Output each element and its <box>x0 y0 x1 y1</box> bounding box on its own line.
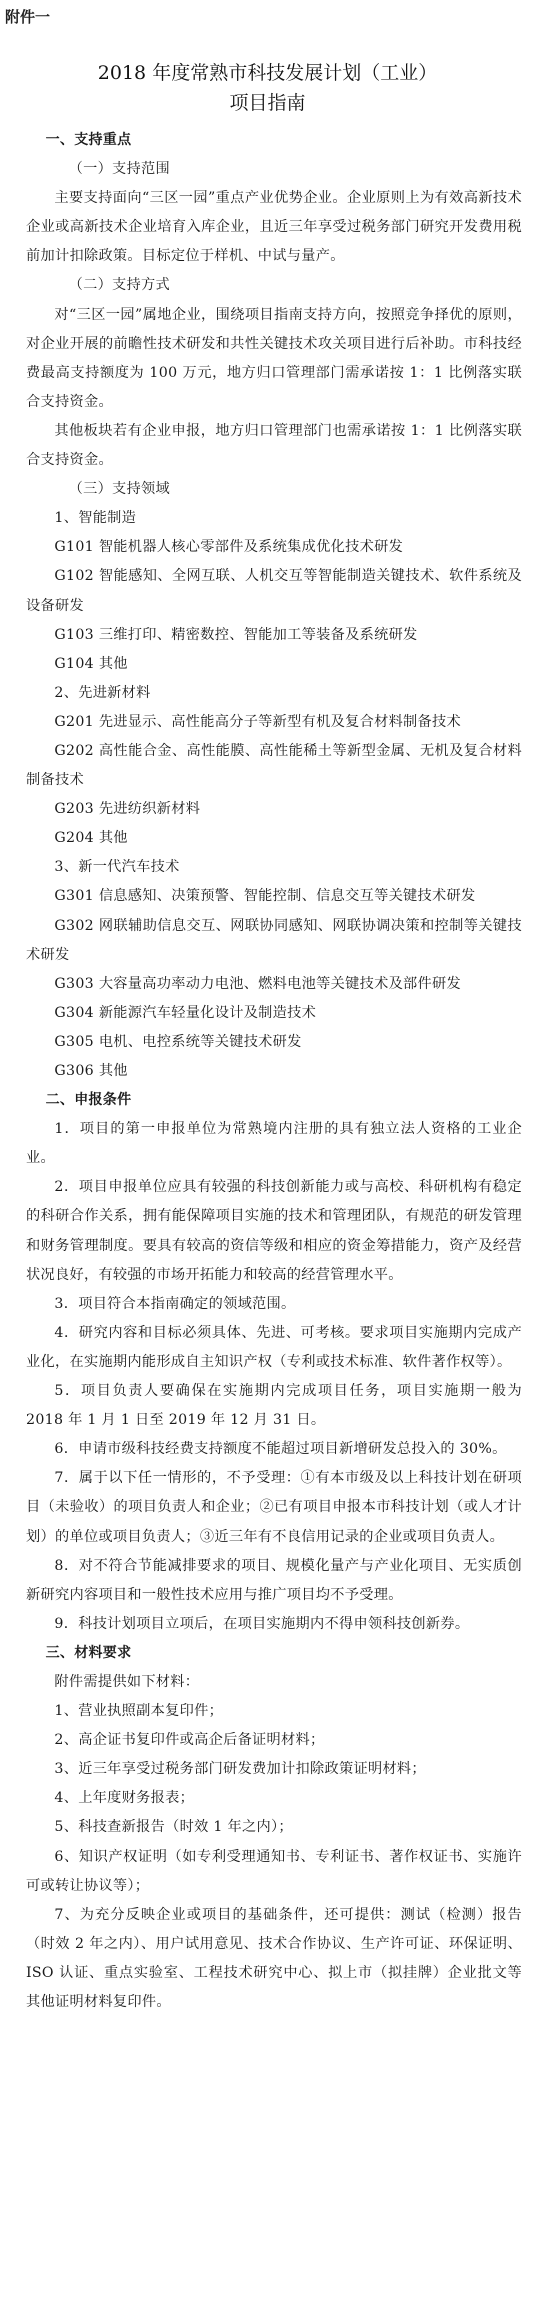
list-item-g104: G104 其他 <box>54 655 128 672</box>
subsection-heading-scope: （一）支持范围 <box>68 161 171 178</box>
condition-item-2: 2．项目申报单位应具有较强的科技创新能力或与高校、科研机构有稳定的科研合作关系，拥有能保障项目实施的技术和管理团队，有规范的研发管理和财务管理制度。要具有较高的资信等级和相应的资金筹措能力，资产及经营状况良好，有较强的市场开拓能力和较高的经营管理水平。 <box>26 1179 522 1283</box>
document-subtitle: 项目指南 <box>229 92 306 114</box>
list-item-g304: G304 新能源汽车轻量化设计及制造技术 <box>54 1004 317 1021</box>
list-item-g305: G305 电机、电控系统等关键技术研发 <box>54 1033 302 1050</box>
condition-item-9: 9．科技计划项目立项后，在项目实施期内不得申领科技创新券。 <box>54 1615 470 1632</box>
material-item-6: 6、知识产权证明（如专利受理通知书、专利证书、著作权证书、实施许可或转让协议等）； <box>26 1848 522 1894</box>
document-body <box>26 126 522 2017</box>
material-item-3: 3、近三年享受过税务部门研发费加计扣除政策证明材料； <box>54 1761 426 1778</box>
section-heading-conditions: 二、申报条件 <box>45 1092 132 1109</box>
paragraph-scope: 主要支持面向“三区一园”重点产业优势企业。企业原则上为有效高新技术企业或高新技术企业培育入库企业，且近三年享受过税务部门研究开发费用税前加计扣除政策。目标定位于样机、中试与量产。 <box>26 190 522 265</box>
list-item-g303: G303 大容量高功率动力电池、燃料电池等关键技术及部件研发 <box>54 975 462 992</box>
section-heading-materials: 三、材料要求 <box>45 1644 132 1661</box>
paragraph-method-1: 对“三区一园”属地企业，围绕项目指南支持方向，按照竞争择优的原则，对企业开展的前瞻性技术研发和共性关键技术攻关项目进行后补助。市科技经费最高支持额度为 100 万元，地方归口管理部门需承诺按 1：1 比例落实联合支持资金。 <box>26 306 522 410</box>
list-item-g103: G103 三维打印、精密数控、智能加工等装备及系统研发 <box>54 626 418 643</box>
condition-item-8: 8．对不符合节能减排要求的项目、规模化量产与产业化项目、无实质创新研究内容项目和一般性技术应用与推广项目均不予受理。 <box>26 1557 522 1603</box>
material-item-5: 5、科技查新报告（时效 1 年之内）； <box>54 1819 293 1836</box>
field-heading-automotive: 3、新一代汽车技术 <box>54 859 180 876</box>
document-title: 2018 年度常熟市科技发展计划（工业） <box>97 62 438 84</box>
list-item-g306: G306 其他 <box>54 1063 128 1079</box>
materials-intro: 附件需提供如下材料： <box>54 1673 200 1690</box>
list-item-g302: G302 网联辅助信息交互、网联协同感知、网联协调决策和控制等关键技术研发 <box>26 917 522 963</box>
paragraph-method-2: 其他板块若有企业申报，地方归口管理部门也需承诺按 1：1 比例落实联合支持资金。 <box>26 422 522 469</box>
material-item-7: 7、为充分反映企业或项目的基础条件，还可提供：测试（检测）报告（时效 2 年之内）、用户试用意见、技术合作协议、生产许可证、环保证明、ISO 认证、重点实验室、工程技术研究中心、拟上市（拟挂牌）企业批文等其他证明材料复印件。 <box>26 1906 522 2010</box>
list-item-g204: G204 其他 <box>54 830 128 847</box>
condition-item-3: 3．项目符合本指南确定的领域范围。 <box>54 1295 296 1312</box>
list-item-g301: G301 信息感知、决策预警、智能控制、信息交互等关键技术研发 <box>54 888 476 905</box>
section-heading-support: 一、支持重点 <box>45 132 132 148</box>
material-item-2: 2、高企证书复印件或高企后备证明材料； <box>54 1732 325 1749</box>
list-item-g201: G201 先进显示、高性能高分子等新型有机及复合材料制备技术 <box>54 713 462 730</box>
list-item-g101: G101 智能机器人核心零部件及系统集成优化技术研发 <box>54 539 404 556</box>
material-item-1: 1、营业执照副本复印件； <box>54 1703 224 1720</box>
condition-item-6: 6．申请市级科技经费支持额度不能超过项目新增研发总投入的 30%。 <box>54 1441 507 1458</box>
field-heading-new-materials: 2、先进新材料 <box>54 684 151 701</box>
condition-item-7: 7．属于以下任一情形的，不予受理：①有本市级及以上科技计划在研项目（未验收）的项目负责人和企业；②已有项目申报本市科技计划（或人才计划）的单位或项目负责人；③近三年有不良信用记录的企业或项目负责人。 <box>26 1470 522 1545</box>
subsection-heading-fields: （三）支持领域 <box>68 481 171 498</box>
field-heading-smart-manufacturing: 1、智能制造 <box>54 510 137 527</box>
condition-item-5: 5．项目负责人要确保在实施期内完成项目任务，项目实施期一般为 2018 年 1 月 1 日至 2019 年 12 月 31 日。 <box>26 1383 522 1429</box>
list-item-g202: G202 高性能合金、高性能膜、高性能稀土等新型金属、无机及复合材料制备技术 <box>26 742 522 789</box>
condition-item-4: 4．研究内容和目标必须具体、先进、可考核。要求项目实施期内完成产业化，在实施期内能形成自主知识产权（专利或技术标准、软件著作权等）。 <box>26 1324 522 1370</box>
list-item-g102: G102 智能感知、全网互联、人机交互等智能制造关键技术、软件系统及设备研发 <box>26 568 522 614</box>
attachment-label: 附件一 <box>5 8 51 26</box>
subsection-heading-method: （二）支持方式 <box>68 277 171 294</box>
condition-item-1: 1．项目的第一申报单位为常熟境内注册的具有独立法人资格的工业企业。 <box>26 1121 522 1167</box>
list-item-g203: G203 先进纺织新材料 <box>54 801 201 818</box>
material-item-4: 4、上年度财务报表； <box>54 1790 195 1807</box>
